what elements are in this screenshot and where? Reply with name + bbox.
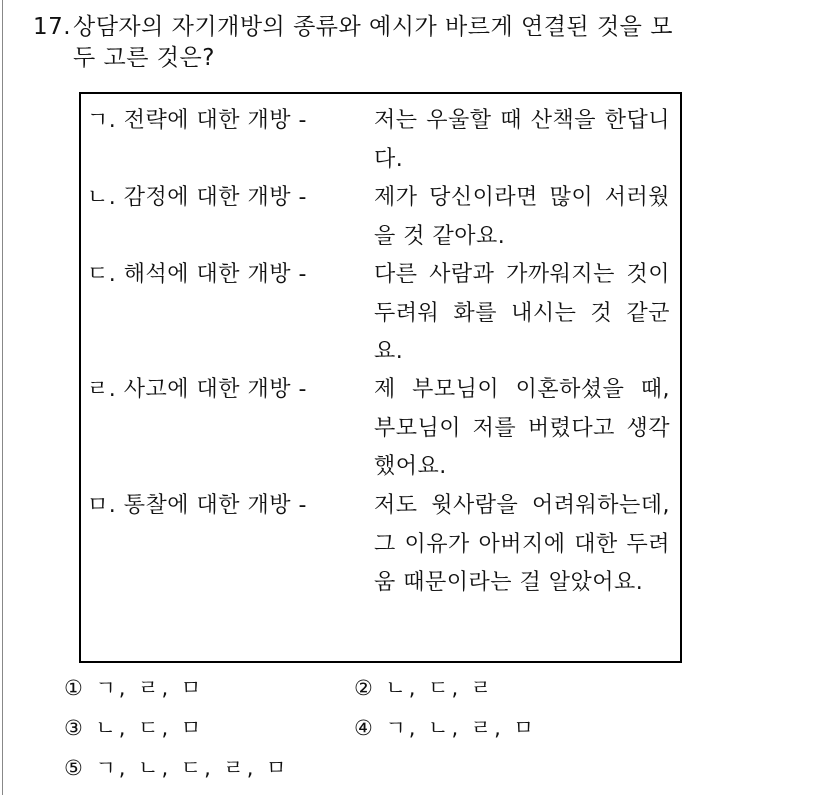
item-example: 다른 사람과 가까워지는 것이 두려워 화를 내시는 것 같군요. xyxy=(374,262,670,364)
option-marker: ⑤ xyxy=(64,756,86,780)
question-stem xyxy=(33,12,793,74)
example-box xyxy=(79,92,682,663)
question-line-1 xyxy=(33,12,793,43)
option-4[interactable] xyxy=(354,712,537,742)
item-label: ㄴ. 감정에 대한 개방 - xyxy=(87,185,307,210)
option-marker: ④ xyxy=(354,716,376,740)
item-label: ㄷ. 해석에 대한 개방 - xyxy=(87,262,307,287)
item-example: 저는 우울할 때 산책을 한답니다. xyxy=(374,108,670,172)
item-example: 제가 당신이라면 많이 서러웠을 것 같아요. xyxy=(374,185,670,249)
question-text-line-2: 두 고른 것은? xyxy=(73,45,215,71)
page-left-rule xyxy=(2,0,3,795)
option-text: ㄴ, ㄷ, ㄹ xyxy=(385,676,495,700)
item-example: 저도 윗사람을 어려워하는데, 그 이유가 아버지에 대한 두려움 때문이라는 걸 알았어요. xyxy=(374,493,670,595)
option-text: ㄱ, ㄴ, ㄹ, ㅁ xyxy=(385,716,537,740)
item-example: 제 부모님이 이혼하셨을 때, 부모님이 저를 버렸다고 생각했어요. xyxy=(374,377,670,479)
question-text-line-1: 상담자의 자기개방의 종류와 예시가 바르게 연결된 것을 모 xyxy=(73,14,673,40)
option-3[interactable] xyxy=(64,712,204,742)
item-label: ㄹ. 사고에 대한 개방 - xyxy=(87,377,307,402)
option-marker: ③ xyxy=(64,716,86,740)
option-2[interactable] xyxy=(354,672,494,702)
item-label: ㅁ. 통찰에 대한 개방 - xyxy=(87,493,307,518)
option-text: ㄴ, ㄷ, ㅁ xyxy=(95,716,205,740)
option-text: ㄱ, ㄹ, ㅁ xyxy=(95,676,205,700)
question-number: 17. xyxy=(33,14,72,40)
item-label: ㄱ. 전략에 대한 개방 - xyxy=(87,108,307,133)
option-text: ㄱ, ㄴ, ㄷ, ㄹ, ㅁ xyxy=(95,756,290,780)
option-1[interactable] xyxy=(64,672,204,702)
option-marker: ① xyxy=(64,676,86,700)
option-5[interactable] xyxy=(64,752,289,782)
option-marker: ② xyxy=(354,676,376,700)
